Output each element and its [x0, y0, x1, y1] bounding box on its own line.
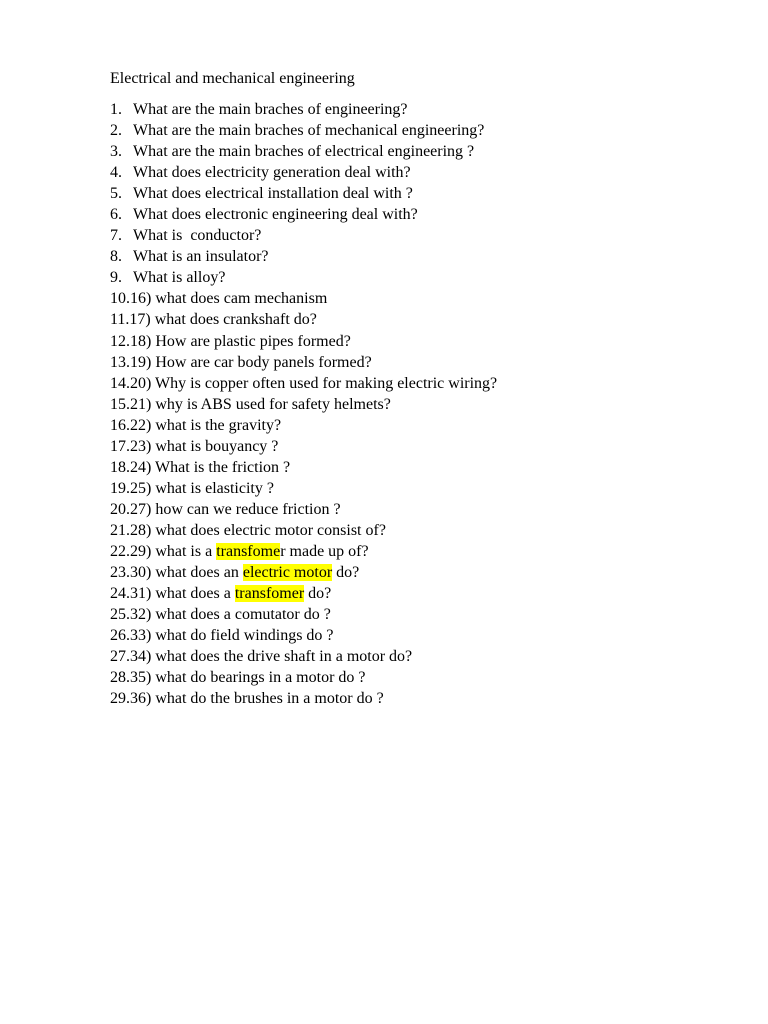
- question-number: 6.: [110, 206, 122, 224]
- question-item: [110, 604, 497, 625]
- question-item: [110, 583, 497, 604]
- question-item: [110, 688, 497, 709]
- question-text: what do bearings in a motor do ?: [155, 669, 366, 687]
- question-number: 26.33): [110, 627, 152, 645]
- question-item: [110, 288, 497, 309]
- question-number: 2.: [110, 122, 122, 140]
- question-text: what do the brushes in a motor do ?: [155, 690, 384, 708]
- question-number: 21.28): [110, 521, 152, 539]
- question-text: What are the main braches of mechanical engineering?: [133, 122, 485, 140]
- question-item: [110, 204, 497, 225]
- question-text: Why is copper often used for making electric wiring?: [155, 374, 498, 392]
- question-number: 4.: [110, 164, 122, 182]
- question-text: why is ABS used for safety helmets?: [155, 395, 391, 413]
- question-text: what does crankshaft do?: [154, 311, 317, 329]
- question-text: how can we reduce friction ?: [155, 500, 341, 518]
- question-number: 16.22): [110, 416, 152, 434]
- question-number: 10.16): [110, 290, 152, 308]
- question-text: what does the drive shaft in a motor do?: [155, 648, 413, 666]
- question-number: 12.18): [110, 332, 152, 350]
- question-item: [110, 331, 497, 352]
- question-item: [110, 183, 497, 204]
- question-item: [110, 541, 497, 562]
- question-text: What does electricity generation deal with?: [133, 164, 411, 182]
- question-item: [110, 246, 497, 267]
- question-text: what is the gravity?: [155, 416, 282, 434]
- question-number: 18.24): [110, 458, 152, 476]
- question-item: [110, 415, 497, 436]
- question-text: r made up of?: [280, 542, 369, 560]
- question-text: what do field windings do ?: [155, 627, 334, 645]
- question-text: What is an insulator?: [133, 248, 269, 266]
- question-text: What are the main braches of engineering?: [133, 101, 408, 118]
- question-item: [110, 562, 497, 583]
- question-number: 11.17): [110, 311, 151, 329]
- question-item: [110, 646, 497, 667]
- question-text: do?: [332, 564, 360, 582]
- question-item: [110, 520, 497, 541]
- question-number: 23.30): [110, 564, 152, 582]
- question-number: 3.: [110, 143, 122, 161]
- question-number: 24.31): [110, 585, 152, 603]
- question-text: what does a comutator do ?: [155, 606, 331, 624]
- highlighted-text: transfome: [216, 542, 281, 560]
- highlighted-text: electric motor: [242, 564, 333, 582]
- question-number: 1.: [110, 101, 122, 118]
- question-number: 22.29): [110, 542, 152, 560]
- question-item: [110, 667, 497, 688]
- question-text: What does electrical installation deal with ?: [133, 185, 413, 203]
- question-number: 20.27): [110, 500, 152, 518]
- question-number: 13.19): [110, 353, 152, 371]
- question-number: 9.: [110, 269, 122, 287]
- question-text: How are car body panels formed?: [155, 353, 372, 371]
- question-item: [110, 478, 497, 499]
- question-number: 14.20): [110, 374, 152, 392]
- question-item: [110, 394, 497, 415]
- question-item: [110, 162, 497, 183]
- question-text: what is a: [155, 542, 217, 560]
- question-number: 17.23): [110, 437, 152, 455]
- question-number: 27.34): [110, 648, 152, 666]
- question-item: [110, 99, 497, 120]
- document-title: Electrical and mechanical engineering: [110, 70, 355, 87]
- question-number: 5.: [110, 185, 122, 203]
- question-item: [110, 141, 497, 162]
- question-text: what does a: [155, 585, 235, 603]
- question-list: [110, 99, 497, 709]
- question-number: 28.35): [110, 669, 152, 687]
- question-item: [110, 120, 497, 141]
- question-number: 25.32): [110, 606, 152, 624]
- question-text: What is the friction ?: [155, 458, 291, 476]
- question-text: what does an: [155, 564, 243, 582]
- question-number: 15.21): [110, 395, 152, 413]
- question-item: [110, 373, 497, 394]
- question-item: [110, 225, 497, 246]
- question-item: [110, 267, 497, 288]
- highlighted-text: transfomer: [234, 585, 305, 603]
- question-text: what does electric motor consist of?: [155, 521, 386, 539]
- question-number: 29.36): [110, 690, 152, 708]
- question-text: do?: [304, 585, 332, 603]
- question-text: How are plastic pipes formed?: [155, 332, 351, 350]
- question-item: [110, 625, 497, 646]
- question-number: 19.25): [110, 479, 152, 497]
- question-text: What is alloy?: [133, 269, 226, 287]
- question-text: What are the main braches of electrical engineering ?: [133, 143, 475, 161]
- question-text: What does electronic engineering deal with?: [133, 206, 418, 224]
- question-text: What is conductor?: [133, 227, 262, 245]
- question-text: what does cam mechanism: [155, 290, 328, 308]
- question-item: [110, 499, 497, 520]
- question-text: what is elasticity ?: [155, 479, 274, 497]
- question-number: 8.: [110, 248, 122, 266]
- question-item: [110, 436, 497, 457]
- question-number: 7.: [110, 227, 122, 245]
- question-item: [110, 457, 497, 478]
- question-item: [110, 309, 497, 330]
- question-text: what is bouyancy ?: [155, 437, 279, 455]
- question-item: [110, 352, 497, 373]
